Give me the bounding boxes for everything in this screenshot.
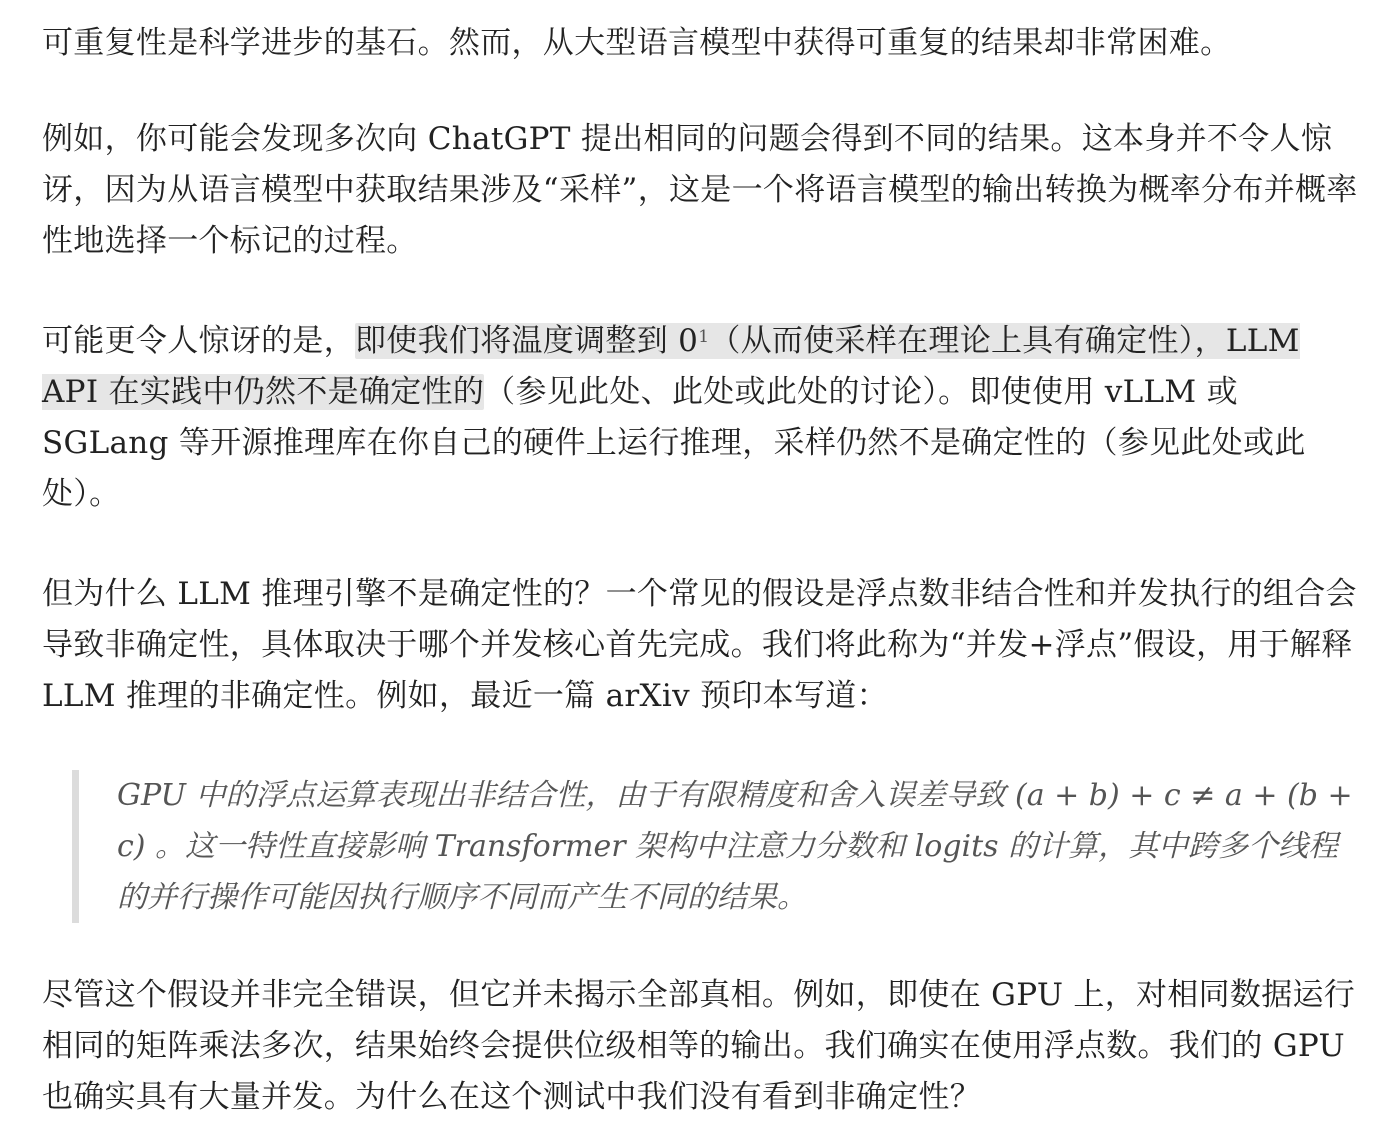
article-body: [42, 18, 1362, 1123]
quote-text-before-math: GPU 中的浮点运算表现出非结合性，由于有限精度和舍入误差导致: [117, 778, 1015, 813]
highlight-part-a: 即使我们将温度调整到 0: [355, 323, 699, 359]
paragraph-temperature-zero: [42, 316, 1362, 520]
arxiv-quote-block: [72, 770, 1362, 923]
footnote-marker[interactable]: 1: [698, 327, 710, 347]
paragraph-hypothesis: 但为什么 LLM 推理引擎不是确定性的？一个常见的假设是浮点数非结合性和并发执行的组合会导致非确定性，具体取决于哪个并发核心首先完成。我们将此称为“并发+浮点”假设，用于解释 LLM 推理的非确定性。例如，最近一篇 arXiv 预印本写道：: [42, 576, 1357, 714]
paragraph-tail-text: （参见此处、此处或此处的讨论）。即使使用 vLLM 或 SGLang 等开源推理库在你自己的硬件上运行推理，采样仍然不是确定性的（参见此处或此处）。: [42, 374, 1306, 512]
highlight-part-b: （从而使采样在理论上具有确定性），LLM API 在实践中仍然不是确定性的: [42, 323, 1300, 410]
paragraph-chatgpt-sampling: 例如，你可能会发现多次向 ChatGPT 提出相同的问题会得到不同的结果。这本身并不令人惊讶，因为从语言模型中获取结果涉及“采样”，这是一个将语言模型的输出转换为概率分布并概率性地选择一个标记的过程。: [42, 121, 1358, 259]
associativity-formula: (a + b) + c ≠ a + (b + c): [117, 778, 1353, 864]
paragraph-lead-text: 可能更令人惊讶的是，: [42, 323, 355, 359]
paragraph-reproducibility: 可重复性是科学进步的基石。然而，从大型语言模型中获得可重复的结果却非常困难。: [42, 25, 1232, 61]
quote-text: [117, 770, 1362, 923]
quote-text-after-math: 。这一特性直接影响 Transformer 架构中注意力分数和 logits 的计算，其中跨多个线程的并行操作可能因执行顺序不同而产生不同的结果。: [117, 829, 1339, 915]
paragraph-matmul-test: 尽管这个假设并非完全错误，但它并未揭示全部真相。例如，即使在 GPU 上，对相同数据运行相同的矩阵乘法多次，结果始终会提供位级相等的输出。我们确实在使用浮点数。我们的 GPU 也确实具有大量并发。为什么在这个测试中我们没有看到非确定性？: [42, 977, 1356, 1115]
